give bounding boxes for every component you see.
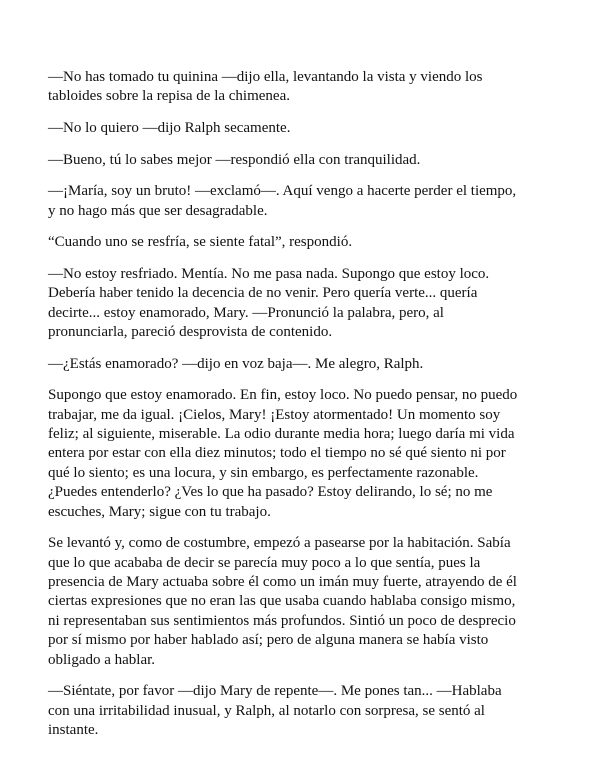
- paragraph: —Bueno, tú lo sabes mejor —respondió ella con tranquilidad.: [48, 151, 421, 168]
- paragraph: —No has tomado tu quinina —dijo ella, levantando la vista y viendo los tabloides sobre la repisa de la chimenea.: [48, 69, 483, 105]
- paragraph: —¿Estás enamorado? —dijo en voz baja—. Me alegro, Ralph.: [48, 355, 424, 372]
- paragraph: —¡María, soy un bruto! —exclamó—. Aquí vengo a hacerte perder el tiempo, y no hago más que ser desagradable.: [48, 183, 517, 219]
- paragraph: —No lo quiero —dijo Ralph secamente.: [48, 120, 291, 136]
- document-page: [48, 68, 526, 753]
- paragraph: Se levantó y, como de costumbre, empezó a pasearse por la habitación. Sabía que lo que acababa de decir se parecía muy poco a lo que sentía, pues la presencia de Mary actuaba sobre él como un imán muy fuerte, atrayendo de él ciertas expresiones que no eran las que usaba cuando hablaba consigo mismo, ni representaban sus sentimientos más profundos. Sintió un poco de desprecio por sí mismo por haber hablado así; pero de alguna manera se había visto obligado a hablar.: [48, 535, 517, 668]
- paragraph: —Siéntate, por favor —dijo Mary de repente—. Me pones tan... —Hablaba con una irritabilidad inusual, y Ralph, al notarlo con sorpresa, se sentó al instante.: [48, 683, 502, 739]
- paragraph: —No estoy resfriado. Mentía. No me pasa nada. Supongo que estoy loco. Debería haber tenido la decencia de no venir. Pero quería verte... quería decirte... estoy enamorado, Mary. —Pronunció la palabra, pero, al pronunciarla, pareció desprovista de contenido.: [48, 265, 490, 340]
- paragraph: “Cuando uno se resfría, se siente fatal”, respondió.: [48, 234, 353, 251]
- paragraph: Supongo que estoy enamorado. En fin, estoy loco. No puedo pensar, no puedo trabajar, me da igual. ¡Cielos, Mary! ¡Estoy atormentado! Un momento soy feliz; al siguiente, miserable. La odio durante media hora; luego daría mi vida entera por estar con ella diez minutos; todo el tiempo no sé qué siento ni por qué lo siento; es una locura, y sin embargo, es perfectamente razonable. ¿Puedes entenderlo? ¿Ves lo que ha pasado? Estoy delirando, lo sé; no me escuches, Mary; sigue con tu trabajo.: [48, 387, 518, 520]
